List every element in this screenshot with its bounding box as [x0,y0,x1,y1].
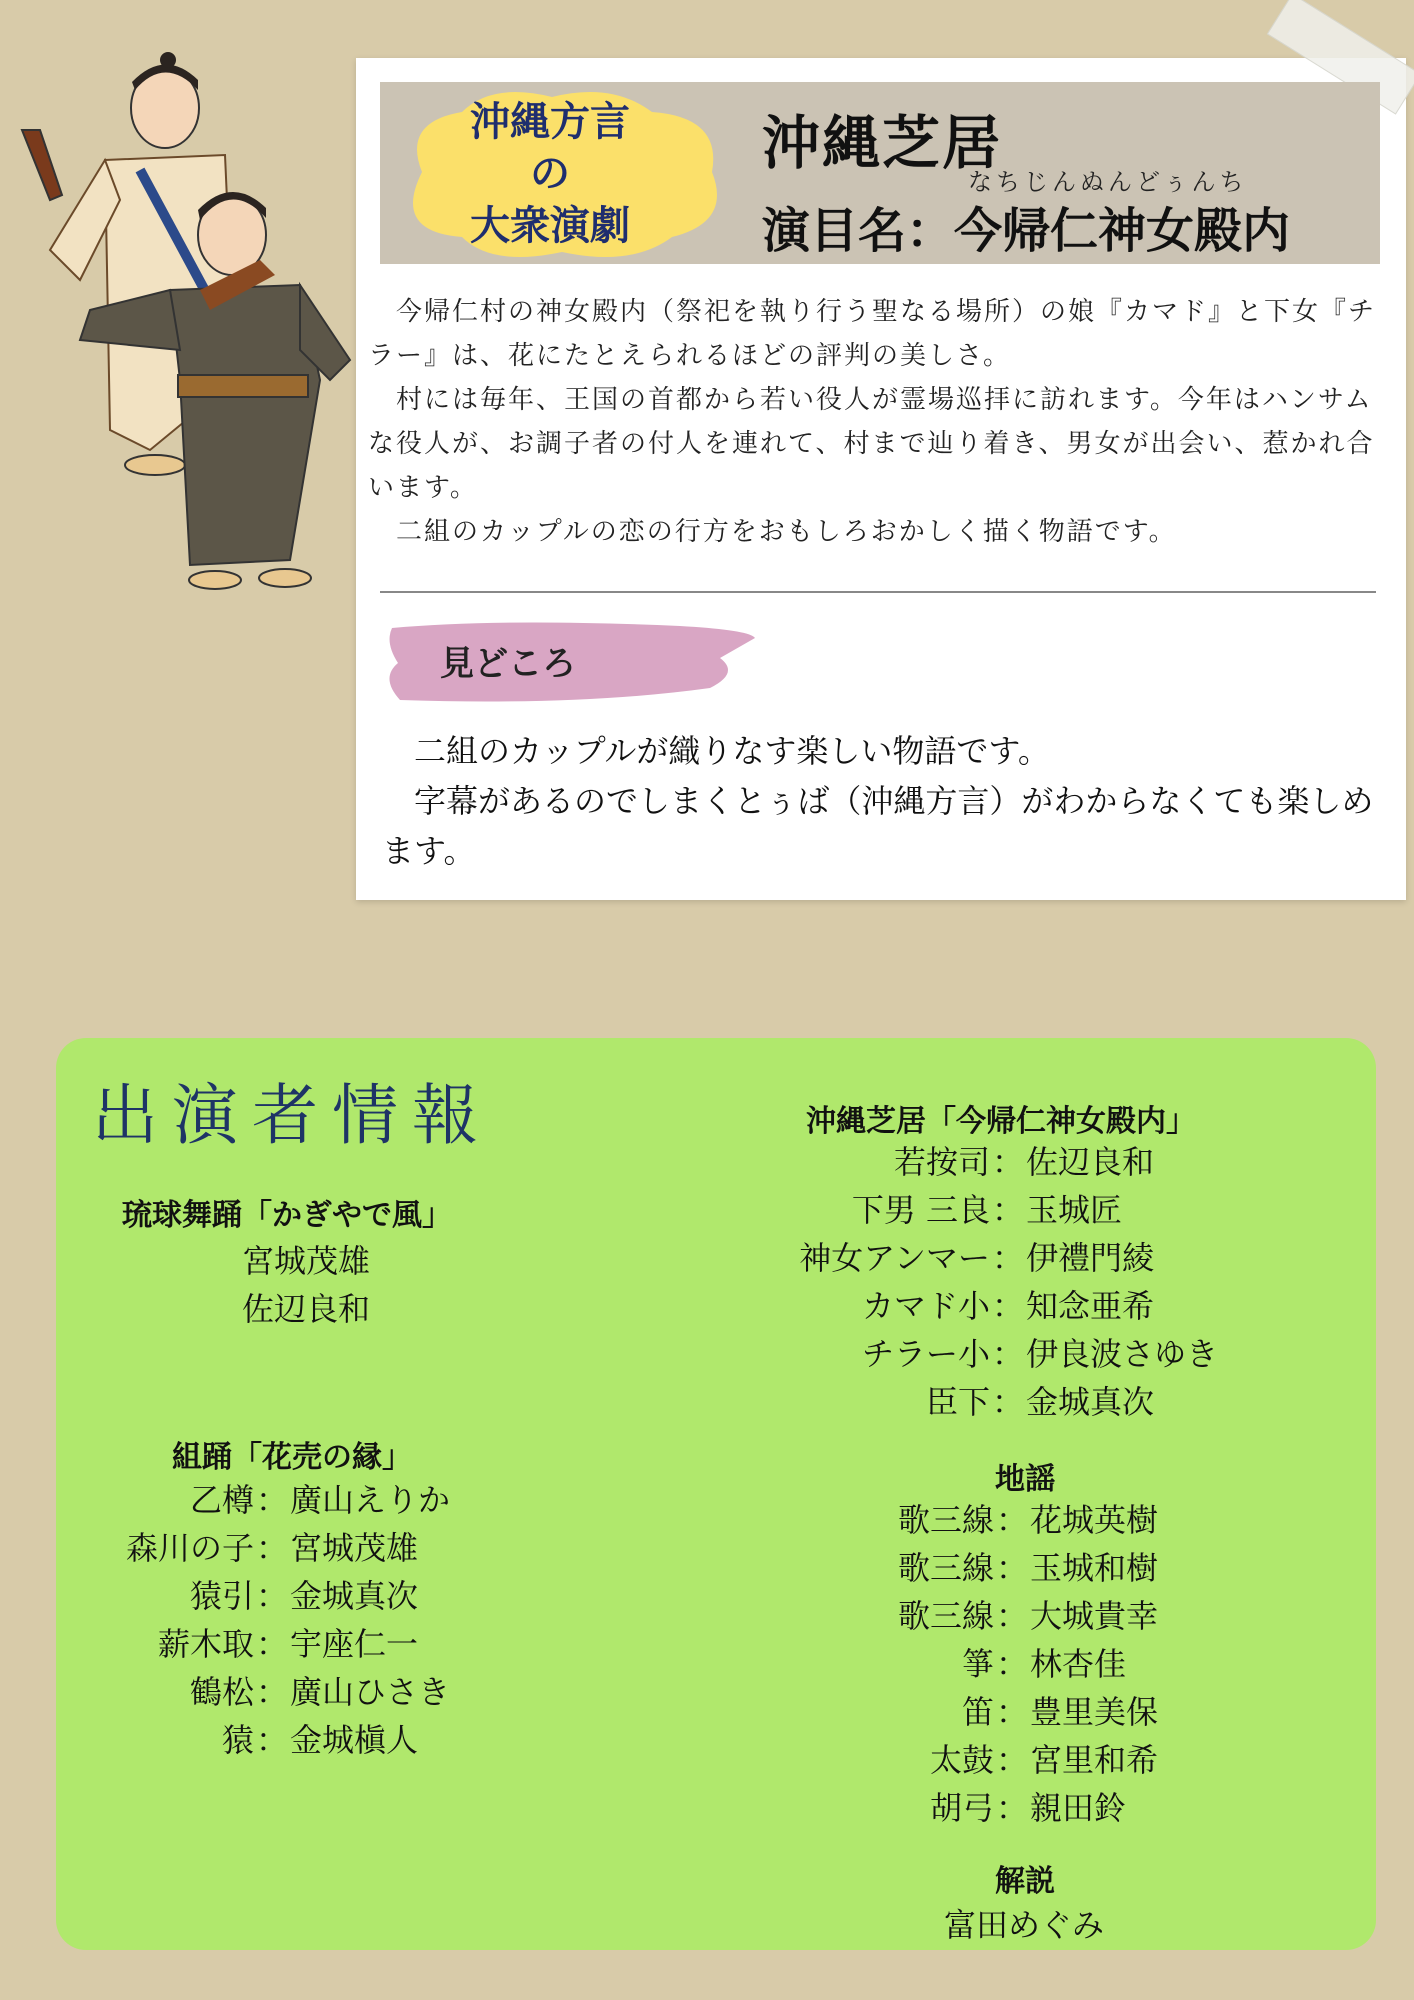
cast-role: 歌三線 [897,1597,994,1635]
cast-role: チラー小 [861,1335,990,1373]
ryukyu-performer: 宮城茂雄 [242,1242,371,1280]
synopsis-text: 今帰仁村の神女殿内（祭祀を執り行う聖なる場所）の娘『カマド』と下女『チラー』は、花にたとえられるほどの評判の美しさ。 [368,297,1377,371]
cast-name: 玉城和樹 [1030,1549,1159,1587]
cast-role: 神女アンマー [799,1239,990,1277]
jiutai-title: 地謡 [995,1462,1055,1497]
performers-illustration [10,50,360,610]
cast-role: 猿 [221,1721,254,1759]
cast-row [100,1720,418,1760]
cast-role: 箏 [961,1645,994,1683]
cast-colon: ： [995,1693,1028,1731]
cast-name: 金城真次 [290,1577,419,1615]
synopsis-paragraph [368,510,1388,554]
highlight-line: 字幕があるのでしまくとぅば（沖縄方言）がわからなくても楽しめます。 [382,782,1374,870]
cast-colon: ： [991,1335,1024,1373]
cast-role: 歌三線 [897,1501,994,1539]
cast-role: カマド小 [861,1287,990,1325]
cast-name: 金城槇人 [290,1721,419,1759]
cast-colon: ： [995,1597,1028,1635]
cast-colon: ： [995,1645,1028,1683]
cast-colon: ： [255,1577,288,1615]
cast-name: 宮城茂雄 [290,1529,419,1567]
cast-colon: ： [995,1789,1028,1827]
genre-badge [430,96,670,252]
cast-role: 下男 三良 [851,1191,990,1229]
cast-colon: ： [991,1287,1024,1325]
cast-heading: 出演者情報 [92,1077,492,1154]
cast-name: 廣山えりか [290,1481,451,1519]
cast-colon: ： [255,1529,288,1567]
cast-role: 臣下 [925,1383,990,1421]
synopsis-paragraph [368,378,1388,510]
synopsis-text: 二組のカップルの恋の行方をおもしろおかしく描く物語です。 [396,517,1177,547]
cast-role: 笛 [961,1693,994,1731]
cast-colon: ： [255,1673,288,1711]
cast-name: 宇座仁一 [290,1625,419,1663]
cast-colon: ： [991,1239,1024,1277]
commentary-title: 解説 [995,1864,1055,1899]
cast-name: 林杏佳 [1030,1645,1127,1683]
synopsis [368,290,1388,554]
cast-name: 知念亜希 [1026,1287,1155,1325]
cast-row [870,1644,1126,1684]
cast-name: 花城英樹 [1030,1501,1159,1539]
cast-name: 大城貴幸 [1030,1597,1159,1635]
cast-row [100,1480,450,1520]
section-divider [380,591,1376,593]
cast-colon: ： [255,1721,288,1759]
cast-role: 森川の子 [125,1529,254,1567]
cast-name: 親田鈴 [1030,1789,1127,1827]
cast-row [870,1500,1158,1540]
highlight-paragraph [382,726,1402,776]
cast-colon: ： [995,1549,1028,1587]
cast-colon: ： [991,1191,1024,1229]
cast-colon: ： [995,1741,1028,1779]
cast-row [870,1692,1158,1732]
cast-role: 歌三線 [897,1549,994,1587]
cast-name: 玉城匠 [1026,1191,1123,1229]
cast-row [100,1672,450,1712]
cast-role: 太鼓 [929,1741,994,1779]
cast-row [870,1548,1158,1588]
cast-row [870,1596,1158,1636]
cast-colon: ： [991,1143,1024,1181]
cast-name: 宮里和希 [1030,1741,1159,1779]
cast-name: 伊良波さゆき [1026,1335,1219,1373]
synopsis-paragraph [368,290,1388,378]
play-title: 沖縄芝居 [762,109,1003,177]
badge-line: の [530,150,570,197]
cast-role: 鶴松 [189,1673,254,1711]
cast-role: 乙樽 [189,1481,254,1519]
cast-row [870,1788,1126,1828]
program-name: 演目名：今帰仁神女殿内 [762,203,1291,259]
cast-row [870,1740,1158,1780]
cast-role: 猿引 [189,1577,254,1615]
shibai-title: 沖縄芝居「今帰仁神女殿内」 [806,1104,1196,1139]
highlight-line: 二組のカップルが織りなす楽しい物語です。 [414,732,1050,770]
cast-row [770,1286,1154,1326]
cast-row [770,1382,1154,1422]
cast-colon: ： [991,1383,1024,1421]
cast-colon: ： [255,1625,288,1663]
cast-row [770,1238,1154,1278]
commentary-name: 富田めぐみ [944,1906,1105,1944]
cast-role: 薪木取 [157,1625,254,1663]
ryukyu-performer: 佐辺良和 [242,1290,371,1328]
cast-name: 廣山ひさき [290,1673,451,1711]
synopsis-text: 村には毎年、王国の首都から若い役人が霊場巡拝に訪れます。今年はハンサムな役人が、お調子者の付人を連れて、村まで辿り着き、男女が出会い、惹かれ合います。 [368,385,1375,503]
cast-name: 金城真次 [1026,1383,1155,1421]
badge-line: 沖縄方言 [470,98,630,145]
cast-row [770,1190,1122,1230]
cast-name: 佐辺良和 [1026,1143,1155,1181]
cast-name: 豊里美保 [1030,1693,1159,1731]
cast-role: 若按司 [893,1143,990,1181]
kumiodori-title: 組踊「花売の縁」 [172,1440,412,1475]
highlight-text [382,726,1402,876]
badge-line: 大衆演劇 [470,202,630,249]
highlight-label: 見どころ [440,644,576,684]
cast-row [770,1334,1218,1374]
cast-name: 伊禮門綾 [1026,1239,1155,1277]
ryukyu-dance-title: 琉球舞踊「かぎやで風」 [122,1198,452,1233]
cast-colon: ： [255,1481,288,1519]
cast-row [100,1576,418,1616]
cast-colon: ： [995,1501,1028,1539]
highlight-paragraph [382,776,1402,876]
cast-row [770,1142,1154,1182]
cast-role: 胡弓 [929,1789,994,1827]
cast-row [100,1528,418,1568]
cast-row [100,1624,418,1664]
program-name-ruby: なちじんぬんどぅんち [968,168,1248,196]
